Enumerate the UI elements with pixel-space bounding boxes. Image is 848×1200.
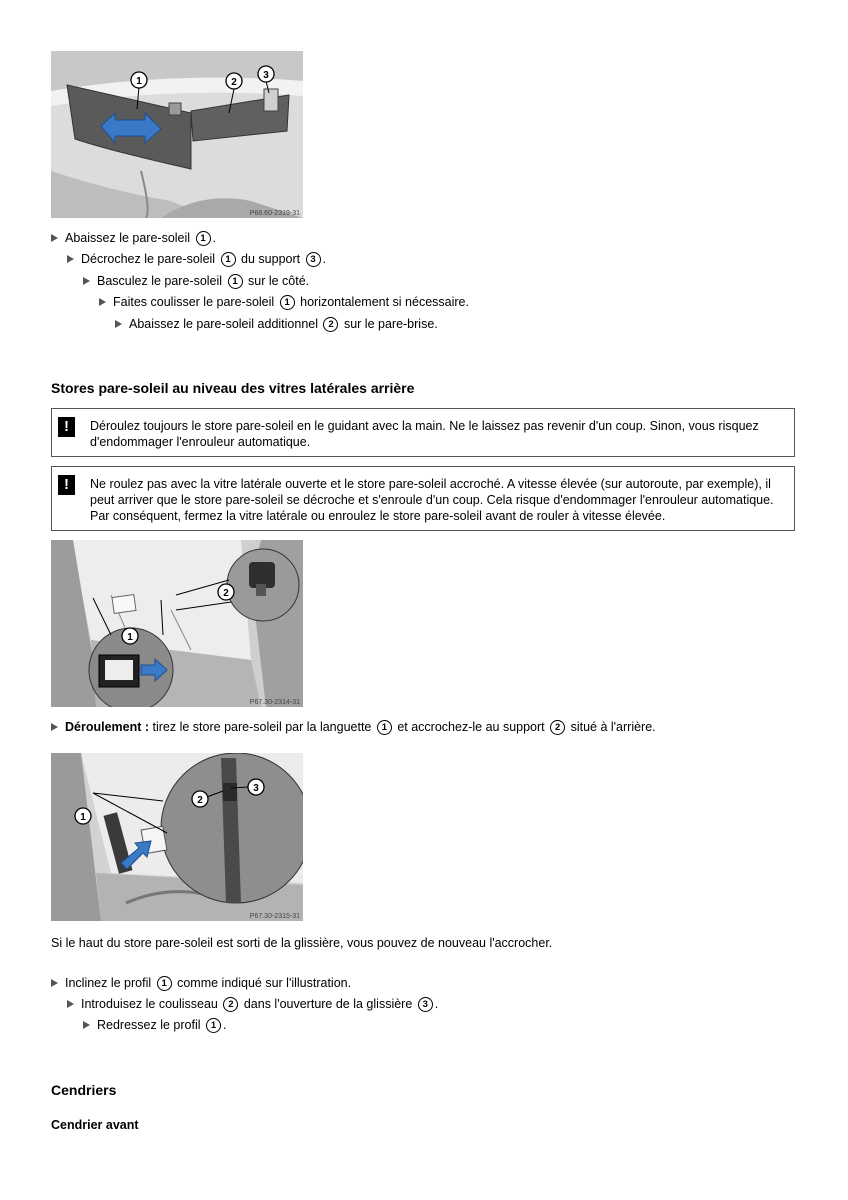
callout-1: 1: [80, 812, 86, 823]
step-item: Redressez le profil 1 .: [83, 1017, 226, 1033]
warning-text: Ne roulez pas avec la vitre latérale ouverte et le store pare-soleil accroché. A vitesse élevée (sur autoroute, par exemple), il peut arriver que le store pare-soleil se décroche et s'enroule d'un coup. Cela risque d'endommager l'enrouleur automatique. Par conséquent, fermez la vitre latérale ou enroulez le store pare-soleil avant de rouler à vitesse élevée.: [90, 477, 774, 523]
ref-number: 1: [196, 231, 211, 246]
figure-code: P67.30-2314-31: [249, 699, 300, 706]
warning-icon: !: [58, 475, 75, 495]
figure-code: P67.30-2315-31: [249, 913, 300, 920]
step-item: Abaissez le pare-soleil 1 .: [51, 230, 216, 246]
ref-number: 2: [223, 997, 238, 1012]
step-arrow-icon: [83, 277, 90, 285]
step-item: Abaissez le pare-soleil additionnel 2 sur le pare-brise.: [115, 316, 438, 332]
step-item: Basculez le pare-soleil 1 sur le côté.: [83, 273, 309, 289]
blind-rail-illustration: [51, 753, 303, 921]
warning-text: Déroulez toujours le store pare-soleil en le guidant avec la main. Ne le laissez pas revenir d'un coup. Sinon, vous risquez d'endommager l'enrouleur automatique.: [90, 419, 759, 449]
step-arrow-icon: [67, 1000, 74, 1008]
step-item: Inclinez le profil 1 comme indiqué sur l'illustration.: [51, 975, 351, 991]
step-item: Décrochez le pare-soleil 1 du support 3 .: [67, 251, 326, 267]
step-arrow-icon: [51, 723, 58, 731]
step-item: Faites coulisser le pare-soleil 1 horizontalement si nécessaire.: [99, 294, 469, 310]
sun-visor-illustration: [51, 51, 303, 218]
callout-2: 2: [197, 795, 203, 806]
callout-1: 1: [127, 632, 133, 643]
step-item: Déroulement : tirez le store pare-soleil par la languette 1 et accrochez-le au support 2 situé à l'arrière.: [51, 719, 656, 735]
callout-2: 2: [223, 588, 229, 599]
rear-blind-illustration: [51, 540, 303, 707]
step-arrow-icon: [83, 1021, 90, 1029]
ref-number: 1: [280, 295, 295, 310]
ref-number: 2: [323, 317, 338, 332]
callout-1: 1: [136, 76, 142, 87]
callout-3: 3: [263, 70, 269, 81]
section-heading: Cendriers: [51, 1082, 117, 1098]
paragraph: Si le haut du store pare-soleil est sorti de la glissière, vous pouvez de nouveau l'accrocher.: [51, 936, 553, 950]
warning-box: [51, 408, 795, 457]
warning-box: [51, 466, 795, 531]
ref-number: 1: [157, 976, 172, 991]
callout-2: 2: [231, 77, 237, 88]
step-arrow-icon: [51, 979, 58, 987]
warning-icon: !: [58, 417, 75, 437]
ref-number: 1: [206, 1018, 221, 1033]
callout-3: 3: [253, 783, 259, 794]
figure-code: P68.60-2319-31: [249, 210, 300, 217]
ref-number: 2: [550, 720, 565, 735]
subsection-heading: Cendrier avant: [51, 1118, 139, 1132]
step-item: Introduisez le coulisseau 2 dans l'ouverture de la glissière 3 .: [67, 996, 438, 1012]
ref-number: 1: [221, 252, 236, 267]
ref-number: 1: [228, 274, 243, 289]
step-arrow-icon: [51, 234, 58, 242]
step-arrow-icon: [67, 255, 74, 263]
step-arrow-icon: [115, 320, 122, 328]
ref-number: 1: [377, 720, 392, 735]
ref-number: 3: [418, 997, 433, 1012]
section-heading: Stores pare-soleil au niveau des vitres latérales arrière: [51, 380, 415, 396]
ref-number: 3: [306, 252, 321, 267]
step-arrow-icon: [99, 298, 106, 306]
